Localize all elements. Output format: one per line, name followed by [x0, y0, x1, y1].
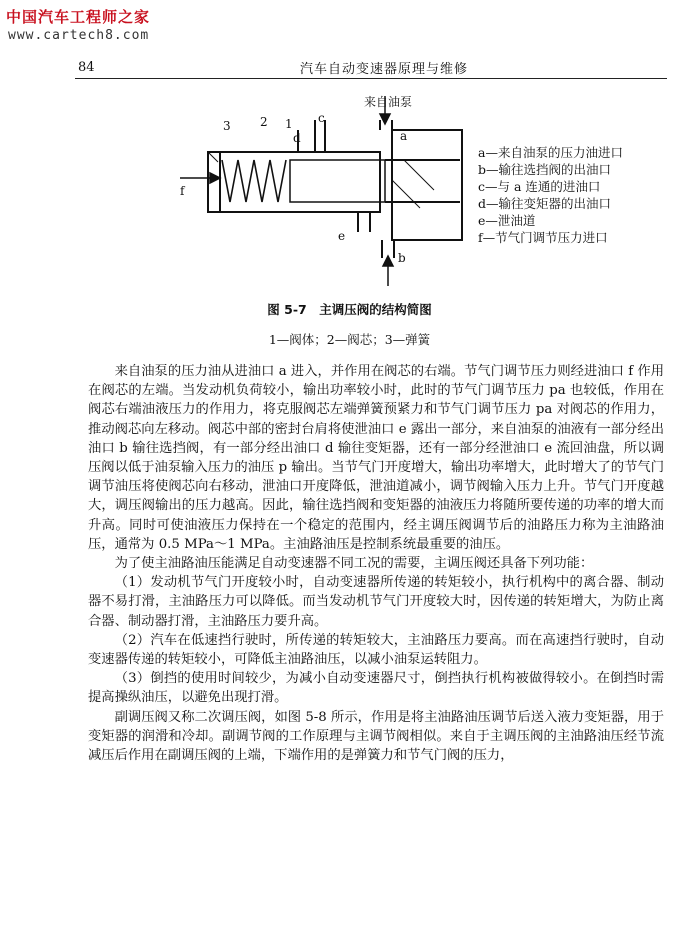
figure-legend — [478, 144, 623, 246]
label-from-pump: 来自油泵 — [364, 95, 413, 109]
paragraph: （2）汽车在低速挡行驶时，所传递的转矩较大，主油路压力要高。而在高速挡行驶时，自动变速器传递的转矩较小，可降低主油路油压，以减小油泵运转阻力。 — [88, 632, 664, 668]
label-c: c — [318, 111, 325, 125]
label-1: 1 — [285, 117, 293, 131]
legend-item: c—与 a 连通的进油口 — [478, 179, 601, 194]
page-number: 84 — [78, 60, 95, 75]
label-2: 2 — [260, 115, 268, 129]
valve-spool — [290, 160, 385, 202]
label-d: d — [293, 131, 301, 145]
port-e — [358, 212, 370, 232]
legend-item: d—输往变矩器的出油口 — [478, 196, 612, 211]
spring — [222, 160, 286, 202]
label-f: f — [180, 184, 185, 198]
figure-parts-caption: 1—阀体；2—阀芯；3—弹簧 — [268, 332, 431, 347]
site-logo: 中国汽车工程师之家 — [6, 8, 151, 26]
paragraph: 副调压阀又称二次调压阀，如图 5-8 所示，作用是将主油路油压调节后送入液力变矩器，用于变矩器的润滑和冷却。副调节阀的工作原理与主调节阀相似。来自于主调压阀的主油路油压经节流减压后作用在副调压阀的上端，下端作用的是弹簧力和节气门阀的压力， — [88, 709, 664, 764]
paragraph: 来自油泵的压力油从进油口 a 进入，并作用在阀芯的右端。节气门调节压力则经进油口 f 作用在阀芯的左端。当发动机负荷较小，输出功率较小时，此时的节气门调节压力 pa 也较低，作用在阀芯右端油液压力的作用力，将克服阀芯左端弹簧预紧力和节气门调节压力 pa 对阀芯的作用力，推动阀芯向左移动。阀芯中部的密封台肩将使泄油口 e 露出一部分，来自油泵的油液有一部分经出油口 b 输往选挡阀，有一部分经出油口 d 输往变矩器，还有一部分经泄油口 e 流回油盘，所以调压阀以低于油泵输入压力的油压 p 输出。当节气门开度增大，输出功率增大，此时增大了的节气门调节油压将使阀芯向右移动，泄油口开度降低，泄油道减小，调节阀输入压力上升。节气门开度越大，调压阀输出的压力越高。因此，输往选挡阀和变矩器的油液压力将随所要传递的功率的增大而升高。同时可使油液压力保持在一个稳定的范围内，经主调压阀调节后的油路压力称为主油路油压，通常为 0.5 MPa～1 MPa。主油路油压是控制系统最重要的油压。 — [88, 364, 664, 552]
valve-right-housing — [392, 130, 462, 240]
label-a: a — [400, 129, 408, 143]
legend-item: f—节气门调节压力进口 — [478, 230, 608, 245]
paragraph: （3）倒挡的使用时间较少，为减小自动变速器尺寸，倒挡执行机构被做得较小。在倒挡时需提高操纵油压，以避免出现打滑。 — [88, 671, 664, 706]
site-url[interactable]: www.cartech8.com — [8, 28, 150, 43]
legend-item: e—泄油道 — [478, 213, 536, 228]
paragraph: （1）发动机节气门开度较小时，自动变速器所传递的转矩较小，执行机构中的离合器、制动器不易打滑，主油路压力可以降低。而当发动机节气门开度较大时，因传递的转矩增大，为防止离合器、制动器打滑，主油路压力要升高。 — [88, 575, 664, 629]
running-header: 汽车自动变速器原理与维修 — [300, 62, 469, 77]
legend-item: b—输往选挡阀的出油口 — [478, 162, 612, 177]
label-b: b — [398, 251, 406, 265]
paragraph: 为了使主油路油压能满足自动变速器不同工况的需要，主调压阀还具备下列功能： — [114, 556, 594, 572]
header-rule — [75, 78, 667, 79]
label-e: e — [338, 229, 346, 243]
legend-item: a—来自油泵的压力油进口 — [478, 145, 623, 160]
body-text — [88, 362, 664, 765]
figure-caption: 图 5-7 主调压阀的结构简图 — [267, 302, 432, 317]
label-3: 3 — [223, 119, 231, 133]
valve-diagram — [120, 90, 480, 290]
